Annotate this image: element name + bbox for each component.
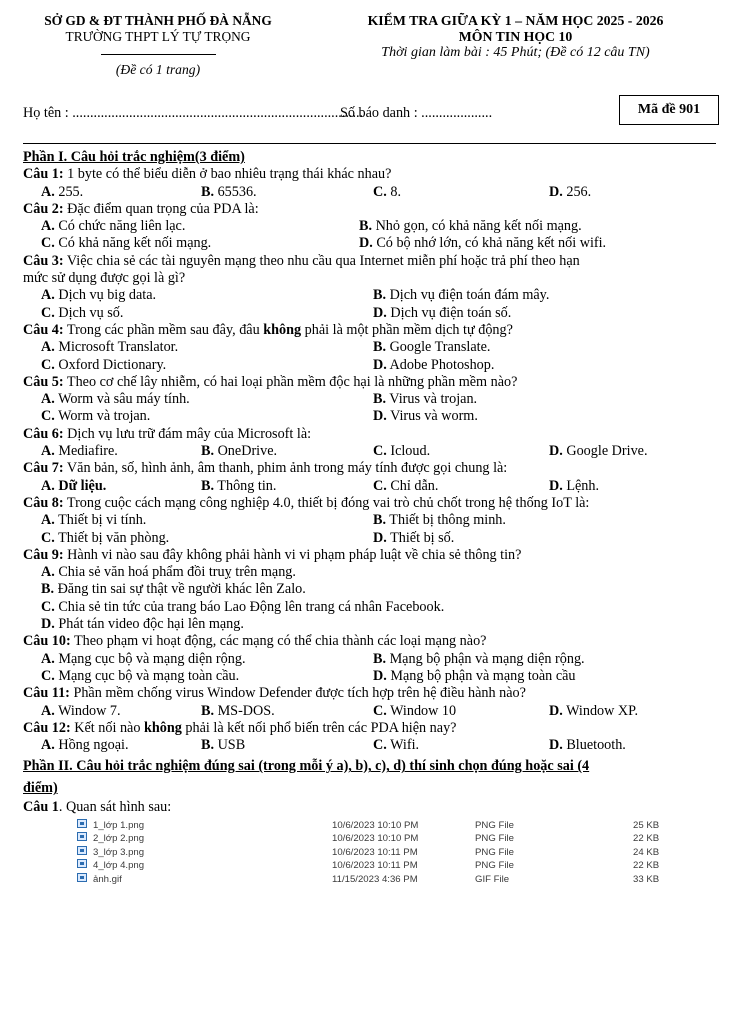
question-8: Câu 8: Trong cuộc cách mạng công nghiệp 4.0, thiết bị đóng vai trò chủ chốt trong hệ thống IoT là: xyxy=(23,494,590,511)
question-10: Câu 10: Theo phạm vi hoạt động, các mạng có thể chia thành các loại mạng nào? xyxy=(23,633,487,650)
option-d: D. Bluetooth. xyxy=(549,737,626,754)
option-c: C. Wifi. xyxy=(373,737,420,754)
file-size: 24 KB xyxy=(633,846,660,858)
exam-subject: MÔN TIN HỌC 10 xyxy=(458,29,573,44)
option-d: D. Window XP. xyxy=(549,702,639,719)
question-1-options xyxy=(23,184,723,201)
file-type: PNG File xyxy=(475,819,514,831)
question-11-options xyxy=(23,703,723,720)
part2-question-1: Câu 1. Quan sát hình sau: xyxy=(23,799,172,816)
exam-code-box: Mã đề 901 xyxy=(619,95,719,125)
question-3-options-row2 xyxy=(23,305,723,322)
option-d: D. Mạng bộ phận và mạng toàn cầu xyxy=(373,667,576,684)
school-block xyxy=(20,13,296,78)
question-6: Câu 6: Dịch vụ lưu trữ đám mây của Microsoft là: xyxy=(23,425,312,442)
option-a: A. Worm và sâu máy tính. xyxy=(41,391,190,408)
file-date: 10/6/2023 10:10 PM xyxy=(332,833,419,845)
option-d: D. Dịch vụ điện toán số. xyxy=(373,304,512,321)
file-row xyxy=(77,846,723,860)
question-4-options-row2 xyxy=(23,357,723,374)
option-b: B. Nhỏ gọn, có khả năng kết nối mạng. xyxy=(359,218,582,235)
question-12: Câu 12: Kết nối nào không phải là kết nối phổ biến trên các PDA hiện nay? xyxy=(23,719,457,736)
option-c: C. Window 10 xyxy=(373,702,457,719)
student-name-field: Họ tên : .................................................................................. xyxy=(23,105,364,121)
question-9-option-b: B. Đăng tin sai sự thật về người khác lên Zalo. xyxy=(41,581,306,598)
question-5-options-row2 xyxy=(23,408,723,425)
question-5: Câu 5: Theo cơ chế lây nhiễm, có hai loại phần mềm độc hại là những phần mềm nào? xyxy=(23,373,518,390)
question-10-options-row1 xyxy=(23,651,723,668)
option-c: C. Chỉ dẫn. xyxy=(373,477,439,494)
question-11: Câu 11: Phần mềm chống virus Window Defender được tích hợp trên hệ điều hành nào? xyxy=(23,685,526,702)
file-type: GIF File xyxy=(475,874,510,886)
question-3: Câu 3: Việc chia sẻ các tài nguyên mạng theo nhu cầu qua Internet miễn phí hoặc trả phí theo hạn xyxy=(23,252,580,269)
question-9: Câu 9: Hành vi nào sau đây không phải hành vi vi phạm pháp luật về chia sẻ thông tin? xyxy=(23,546,522,563)
file-size: 22 KB xyxy=(633,860,660,872)
option-a: A. Mediafire. xyxy=(41,443,118,460)
option-a: A. Dịch vụ big data. xyxy=(41,287,157,304)
option-a: A. Thiết bị vi tính. xyxy=(41,512,147,529)
option-c: C. Dịch vụ số. xyxy=(41,304,124,321)
image-file-icon xyxy=(77,819,87,828)
question-9-option-d: D. Phát tán video độc hại lên mạng. xyxy=(41,616,244,633)
option-a: A. Mạng cục bộ và mạng diện rộng. xyxy=(41,650,246,667)
file-type: PNG File xyxy=(475,846,514,858)
option-a: A. 255. xyxy=(41,183,84,200)
file-date: 11/15/2023 4:36 PM xyxy=(332,874,418,886)
file-size: 33 KB xyxy=(633,874,660,886)
file-name: 2_lớp 2.png xyxy=(93,833,145,845)
exam-time: Thời gian làm bài : 45 Phút; (Đề có 12 câu TN) xyxy=(381,45,650,60)
option-b: B. USB xyxy=(201,737,246,754)
question-1: Câu 1: 1 byte có thể biểu diễn ở bao nhiêu trạng thái khác nhau? xyxy=(23,166,392,183)
file-row xyxy=(77,873,723,887)
exam-header xyxy=(0,0,748,90)
file-date: 10/6/2023 10:11 PM xyxy=(332,846,418,858)
option-b: B. 65536. xyxy=(201,183,257,200)
question-9-option-a: A. Chia sẻ văn hoá phẩm đồi truỵ trên mạng. xyxy=(41,564,296,581)
option-c: C. Mạng cục bộ và mạng toàn cầu. xyxy=(41,667,240,684)
option-c: C. 8. xyxy=(373,183,401,200)
file-row xyxy=(77,859,723,873)
option-b: B. Google Translate. xyxy=(373,339,491,356)
question-4: Câu 4: Trong các phần mềm sau đây, đâu không phải là một phần mềm dịch tự động? xyxy=(23,321,513,338)
option-d: D. Thiết bị số. xyxy=(373,529,455,546)
question-9-option-c: C. Chia sẻ tin tức của trang báo Lao Động lên trang cá nhân Facebook. xyxy=(41,598,445,615)
question-4-options-row1 xyxy=(23,339,723,356)
option-d: D. Google Drive. xyxy=(549,443,648,460)
question-5-options-row1 xyxy=(23,391,723,408)
option-a: A. Window 7. xyxy=(41,702,121,719)
file-type: PNG File xyxy=(475,860,514,872)
question-2-options-row2 xyxy=(23,235,723,252)
option-c: C. Icloud. xyxy=(373,443,431,460)
file-list xyxy=(23,819,723,887)
option-d: D. Adobe Photoshop. xyxy=(373,356,495,373)
question-8-options-row1 xyxy=(23,512,723,529)
question-8-options-row2 xyxy=(23,530,723,547)
file-type: PNG File xyxy=(475,833,514,845)
image-file-icon xyxy=(77,846,87,855)
image-file-icon xyxy=(77,873,87,882)
file-name: 4_lớp 4.png xyxy=(93,860,145,872)
department-name: SỞ GD & ĐT THÀNH PHỐ ĐÀ NẴNG xyxy=(44,13,272,28)
option-d: D. Có bộ nhớ lớn, có khả năng kết nối wifi. xyxy=(359,235,607,252)
exam-content xyxy=(23,149,723,887)
exam-title: KIỂM TRA GIỮA KỲ 1 – NĂM HỌC 2025 - 2026 xyxy=(367,13,664,28)
question-7-options xyxy=(23,478,723,495)
question-3-options-row1 xyxy=(23,287,723,304)
option-b: B. Mạng bộ phận và mạng diện rộng. xyxy=(373,650,585,667)
image-file-icon xyxy=(77,859,87,868)
question-2: Câu 2: Đặc điểm quan trọng của PDA là: xyxy=(23,200,259,217)
page-count: (Đề có 1 trang) xyxy=(115,62,201,77)
option-a: A. Có chức năng liên lạc. xyxy=(41,218,186,235)
option-b: B. MS-DOS. xyxy=(201,702,275,719)
file-name: 1_lớp 1.png xyxy=(93,819,145,831)
student-info-row xyxy=(23,103,723,123)
image-file-icon xyxy=(77,832,87,841)
file-row xyxy=(77,832,723,846)
option-d: D. 256. xyxy=(549,183,592,200)
question-10-options-row2 xyxy=(23,668,723,685)
file-name: ảnh.gif xyxy=(93,874,122,886)
part2-title: Phần II. Câu hỏi trắc nghiệm đúng sai (trong mỗi ý a), b), c), d) thí sinh chọn đúng hoặc sai (4 điểm) xyxy=(23,758,590,797)
question-7: Câu 7: Văn bản, số, hình ảnh, âm thanh, phim ảnh trong máy tính được gọi chung là: xyxy=(23,460,508,477)
question-12-options xyxy=(23,737,723,754)
question-6-options xyxy=(23,443,723,460)
student-id-field: Số báo danh : .................... xyxy=(340,105,493,121)
option-b: B. Virus và trojan. xyxy=(373,391,478,408)
file-row xyxy=(77,819,723,833)
file-date: 10/6/2023 10:10 PM xyxy=(332,819,419,831)
file-date: 10/6/2023 10:11 PM xyxy=(332,860,418,872)
section-divider xyxy=(23,143,716,144)
question-2-options-row1 xyxy=(23,218,723,235)
exam-info-block xyxy=(333,13,698,61)
header-divider xyxy=(101,54,216,55)
option-b: B. Thông tin. xyxy=(201,477,277,494)
file-size: 25 KB xyxy=(633,819,660,831)
school-name: TRƯỜNG THPT LÝ TỰ TRỌNG xyxy=(65,29,251,44)
option-c: C. Có khả năng kết nối mạng. xyxy=(41,235,212,252)
option-a: A. Dữ liệu. xyxy=(41,477,107,494)
option-b: B. Thiết bị thông minh. xyxy=(373,512,506,529)
option-b: B. Dịch vụ điện toán đám mây. xyxy=(373,287,550,304)
option-a: A. Hồng ngoại. xyxy=(41,737,129,754)
part1-title: Phần I. Câu hỏi trắc nghiệm(3 điểm) xyxy=(23,149,245,165)
option-a: A. Microsoft Translator. xyxy=(41,339,179,356)
option-b: B. OneDrive. xyxy=(201,443,278,460)
file-name: 3_lớp 3.png xyxy=(93,846,145,858)
option-c: C. Worm và trojan. xyxy=(41,408,151,425)
question-3-continued: mức sử dụng được gọi là gì? xyxy=(23,270,186,287)
file-size: 22 KB xyxy=(633,833,660,845)
option-d: D. Virus và worm. xyxy=(373,408,478,425)
option-c: C. Thiết bị văn phòng. xyxy=(41,529,170,546)
option-d: D. Lệnh. xyxy=(549,477,600,494)
option-c: C. Oxford Dictionary. xyxy=(41,356,167,373)
